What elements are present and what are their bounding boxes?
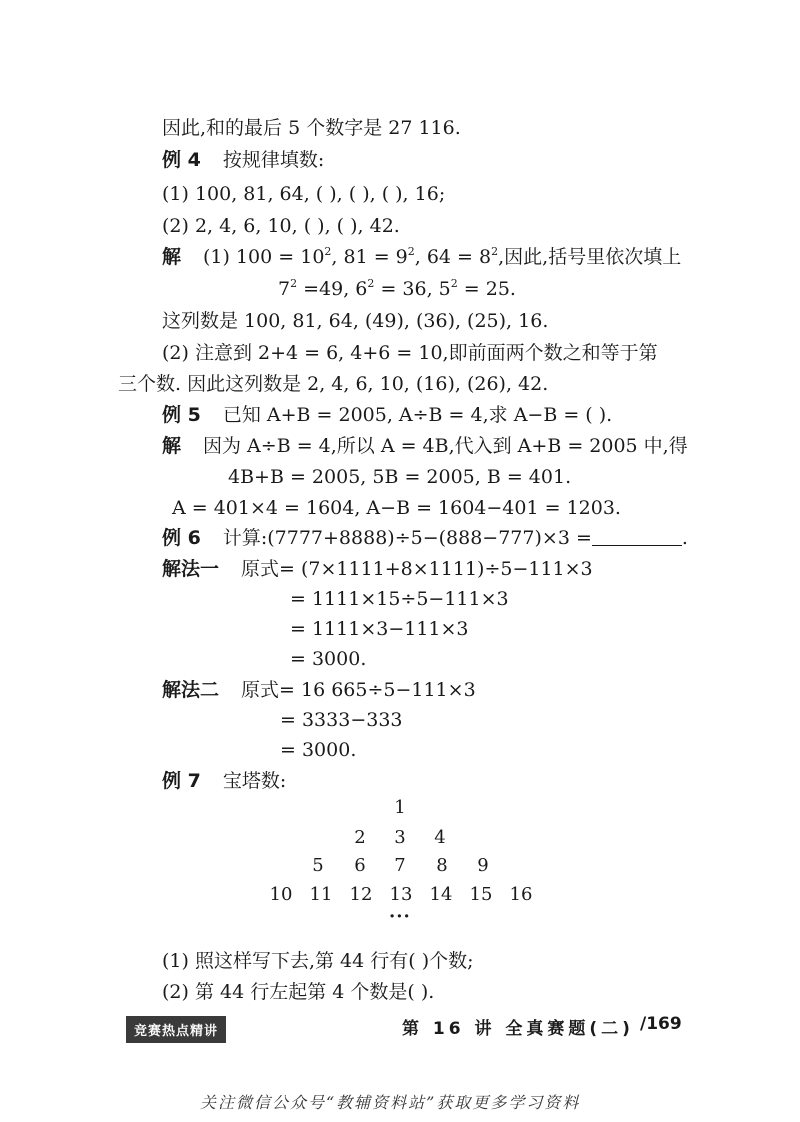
pyramid-number: 8 xyxy=(436,855,448,876)
text-span: 7 xyxy=(278,278,291,300)
text-line: 因此,和的最后 5 个数字是 27 116. xyxy=(162,117,461,139)
pyramid-number: 9 xyxy=(477,855,489,876)
pyramid-number: 11 xyxy=(309,884,333,905)
example-text: 宝塔数: xyxy=(222,770,287,792)
solution-line xyxy=(162,432,688,460)
solution-label: 解 xyxy=(162,435,182,457)
pyramid-number: 14 xyxy=(429,884,453,905)
text-span: 因为 A÷B = 4,所以 A = 4B,代入到 A+B = 2005 中,得 xyxy=(203,435,688,457)
pyramid-number: 13 xyxy=(389,884,413,905)
page-number: /169 xyxy=(640,1014,682,1034)
pyramid-number: 12 xyxy=(349,884,373,905)
text-line: (2) 2, 4, 6, 10, ( ), ( ), 42. xyxy=(162,215,400,237)
chapter-title: 第 16 讲 全真赛题(二) xyxy=(402,1019,634,1039)
exponent: 2 xyxy=(290,277,298,290)
method-line xyxy=(162,555,593,583)
pyramid-number: 4 xyxy=(434,827,446,848)
pyramid-number: 3 xyxy=(394,827,406,848)
text-line: 三个数. 因此这列数是 2, 4, 6, 10, (16), (26), 42. xyxy=(118,373,549,395)
example-text: 按规律填数: xyxy=(222,149,325,171)
method-label: 解法一 xyxy=(162,558,220,580)
exponent: 2 xyxy=(324,245,332,258)
text-line: (1) 100, 81, 64, ( ), ( ), ( ), 16; xyxy=(162,183,446,205)
solution-label: 解 xyxy=(162,246,182,268)
text-line: A = 401×4 = 1604, A−B = 1604−401 = 1203. xyxy=(172,497,621,519)
pyramid-number: 16 xyxy=(509,884,533,905)
text-span: = 36, 5 xyxy=(374,278,451,300)
example-label: 例 7 xyxy=(162,770,201,792)
exponent: 2 xyxy=(367,277,375,290)
example-7 xyxy=(162,767,286,795)
example-label: 例 5 xyxy=(162,404,201,426)
pyramid-number: 6 xyxy=(354,855,366,876)
exponent: 2 xyxy=(450,277,458,290)
pyramid-number: 7 xyxy=(394,855,406,876)
pyramid-number: 1 xyxy=(394,797,406,818)
solution-line xyxy=(162,243,681,271)
text-line: = 1111×15÷5−111×3 xyxy=(290,588,509,610)
watermark-text: 关注微信公众号“教辅资料站”获取更多学习资料 xyxy=(200,1093,581,1112)
method-label: 解法二 xyxy=(162,679,220,701)
text-line: = 1111×3−111×3 xyxy=(290,618,469,640)
text-span: 原式= (7×1111+8×1111)÷5−111×3 xyxy=(241,558,593,580)
solution-line xyxy=(278,275,516,303)
text-line: = 3333−333 xyxy=(280,709,403,731)
example-label: 例 4 xyxy=(162,149,201,171)
text-span: ,因此,括号里依次填上 xyxy=(498,246,682,268)
method-line xyxy=(162,676,476,704)
pyramid-number: 5 xyxy=(312,855,324,876)
text-line: (1) 照这样写下去,第 44 行有( )个数; xyxy=(162,950,474,972)
pyramid-number: 10 xyxy=(269,884,293,905)
answer-blank xyxy=(592,527,682,546)
example-5 xyxy=(162,401,612,429)
continuation-dots: ··· xyxy=(389,906,411,927)
text-span: (1) 100 = 10 xyxy=(203,246,325,268)
pyramid-number: 15 xyxy=(469,884,493,905)
section-tag: 竞赛热点精讲 xyxy=(126,1016,226,1043)
example-6: 例 6 计算:(7777+8888)÷5−(888−777)×3 = . xyxy=(162,527,688,549)
exponent: 2 xyxy=(407,245,415,258)
text-span: , 81 = 9 xyxy=(331,246,408,268)
pyramid-number: 2 xyxy=(354,827,366,848)
text-line: = 3000. xyxy=(280,739,357,761)
text-line: 4B+B = 2005, 5B = 2005, B = 401. xyxy=(228,466,572,488)
example-label: 例 6 xyxy=(162,527,201,549)
text-line: (2) 注意到 2+4 = 6, 4+6 = 10,即前面两个数之和等于第 xyxy=(162,342,658,364)
example-4 xyxy=(162,146,324,174)
text-span: = 25. xyxy=(457,278,516,300)
example-text: 计算:(7777+8888)÷5−(888−777)×3 = xyxy=(222,527,592,549)
text-line: = 3000. xyxy=(290,648,367,670)
text-span: 原式= 16 665÷5−111×3 xyxy=(241,679,476,701)
example-text: 已知 A+B = 2005, A÷B = 4,求 A−B = ( ). xyxy=(222,404,613,426)
text-span: =49, 6 xyxy=(297,278,368,300)
text-span: , 64 = 8 xyxy=(414,246,492,268)
text-line: 这列数是 100, 81, 64, (49), (36), (25), 16. xyxy=(162,310,549,332)
exponent: 2 xyxy=(491,245,499,258)
text-line: (2) 第 44 行左起第 4 个数是( ). xyxy=(162,981,435,1003)
